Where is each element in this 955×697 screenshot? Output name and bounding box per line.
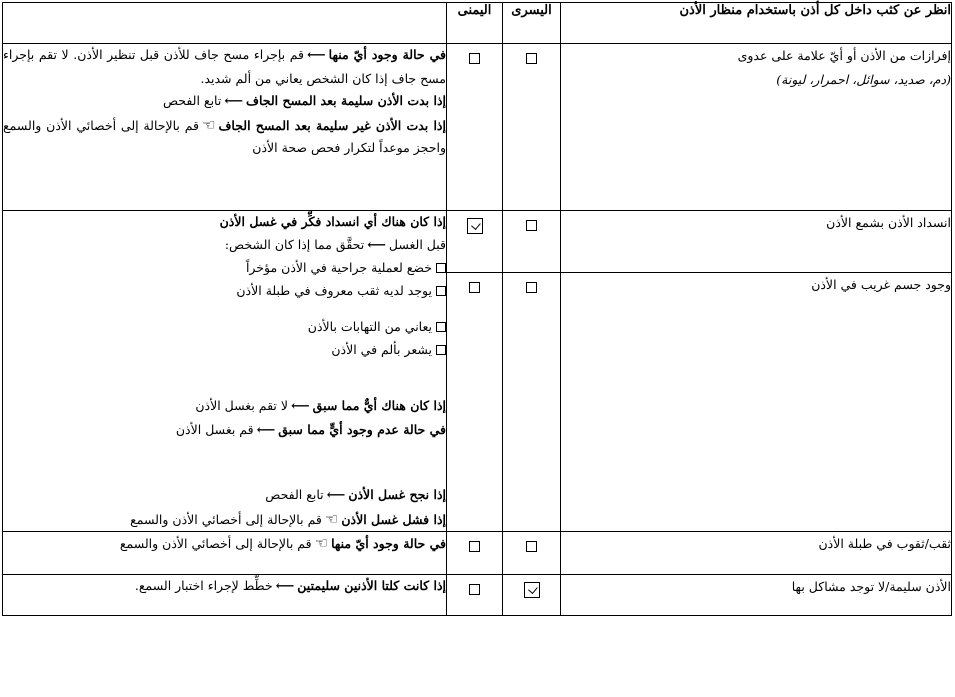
irrigation-action-cell	[3, 211, 447, 532]
action-line	[3, 114, 446, 160]
action-text: تابع الفحص	[265, 487, 324, 502]
condition-text: إفرازات من الأذن أو أيّ علامة على عدوى	[737, 48, 951, 63]
header-row	[3, 3, 952, 44]
action-line	[3, 484, 446, 508]
left-ear-cell	[503, 532, 561, 575]
condition-text: انسداد الأذن بشمع الأذن	[826, 215, 951, 230]
action-bold: في حالة عدم وجود أيٍّ مما سبق	[278, 421, 446, 437]
table-row	[3, 532, 952, 575]
left-ear-cell	[503, 273, 561, 532]
condition-hint: (دم، صديد، سوائل، احمرار، ليونة)	[776, 72, 951, 87]
action-line	[3, 90, 446, 114]
right-ear-cell	[447, 575, 503, 616]
ear-exam-table	[2, 2, 952, 616]
checkbox-icon[interactable]	[436, 345, 446, 355]
left-ear-cell	[503, 44, 561, 211]
action-bold: إذا بدت الأذن غير سليمة بعد المسح الجاف	[218, 117, 446, 133]
action-line	[3, 419, 446, 443]
arrow-left-icon: ⟵	[275, 579, 295, 594]
pointing-hand-icon: ☜	[324, 509, 339, 528]
check-item	[3, 316, 446, 339]
pointing-hand-icon: ☜	[202, 115, 216, 134]
arrow-left-icon: ⟵	[307, 48, 326, 63]
action-cell	[3, 575, 447, 616]
checkbox-icon[interactable]	[436, 286, 446, 296]
condition-cell	[561, 575, 952, 616]
action-bold: إذا كان هناك أي انسداد فكِّر في غسل الأذن	[219, 214, 446, 229]
action-text: تحقَّق مما إذا كان الشخص:	[224, 236, 365, 252]
action-bold: إذا فشل غسل الأذن	[341, 511, 446, 527]
header-actions	[3, 3, 447, 44]
left-ear-cell	[503, 575, 561, 616]
checkbox-icon[interactable]	[469, 584, 480, 595]
checkbox-icon[interactable]	[469, 541, 480, 552]
action-line	[3, 508, 446, 532]
action-text: لا تقم بغسل الأذن	[195, 398, 289, 413]
action-text: قم بالإحالة إلى أخصائي الأذن والسمع واحجز موعداً لتكرار فحص صحة الأذن	[3, 117, 446, 155]
check-item	[3, 280, 446, 303]
action-bold: في حالة وجود أيّ منها	[328, 47, 446, 62]
table-row	[3, 44, 952, 211]
condition-cell	[561, 532, 952, 575]
header-left-ear: اليسرى	[503, 3, 561, 44]
right-ear-cell	[447, 211, 503, 273]
checkbox-icon[interactable]	[436, 263, 446, 273]
action-text: قم بغسل الأذن	[175, 421, 254, 437]
arrow-left-icon: ⟵	[367, 237, 386, 253]
action-text: خطِّط لإجراء اختبار السمع.	[134, 578, 273, 593]
check-item-label: يشعر بألم في الأذن	[331, 341, 432, 357]
action-bold: إذا نجح غسل الأذن	[348, 487, 446, 502]
checkbox-icon[interactable]	[526, 282, 537, 293]
checkbox-icon[interactable]	[469, 53, 480, 64]
irrigation-title	[3, 211, 446, 234]
action-cell	[3, 44, 447, 211]
action-line	[3, 44, 446, 90]
header-right-ear: اليمنى	[447, 3, 503, 44]
action-cell	[3, 532, 447, 575]
table-row	[3, 575, 952, 616]
arrow-left-icon: ⟵	[224, 94, 243, 109]
check-item-label: يوجد لديه ثقب معروف في طبلة الأذن	[236, 282, 432, 298]
action-bold: في حالة وجود أيّ منها	[331, 536, 446, 551]
checkbox-icon[interactable]	[467, 218, 483, 234]
right-ear-cell	[447, 532, 503, 575]
arrow-left-icon: ⟵	[291, 399, 310, 414]
right-ear-cell	[447, 44, 503, 211]
action-text: قبل الغسل	[388, 236, 446, 252]
right-ear-cell	[447, 273, 503, 532]
condition-cell	[561, 273, 952, 532]
arrow-left-icon: ⟵	[326, 488, 346, 503]
checkbox-icon[interactable]	[469, 282, 480, 293]
condition-text: وجود جسم غريب في الأذن	[811, 277, 951, 292]
action-bold: إذا بدت الأذن سليمة بعد المسح الجاف	[245, 93, 446, 108]
action-text: تابع الفحص	[162, 93, 222, 108]
check-item-label: يعاني من التهابات بالأذن	[307, 319, 432, 334]
check-item	[3, 257, 446, 280]
action-line	[3, 395, 446, 419]
checkbox-icon[interactable]	[526, 220, 537, 231]
checkbox-icon[interactable]	[524, 582, 540, 598]
action-text: قم بالإحالة إلى أخصائي الأذن والسمع	[130, 511, 322, 527]
condition-text: الأذن سليمة/لا توجد مشاكل بها	[791, 579, 951, 594]
table-row	[3, 211, 952, 273]
action-line	[3, 234, 446, 258]
checkbox-icon[interactable]	[526, 541, 537, 552]
action-text: قم بالإحالة إلى أخصائي الأذن والسمع	[119, 536, 312, 551]
left-ear-cell	[503, 211, 561, 273]
condition-cell	[561, 44, 952, 211]
check-item-label: خضع لعملية جراحية في الأذن مؤخراً	[245, 260, 432, 275]
check-item	[3, 339, 446, 362]
header-condition: انظر عن كثب داخل كل أذن باستخدام منظار الأذن	[561, 3, 952, 44]
action-bold: إذا كان هناك أيٌّ مما سبق	[312, 398, 446, 413]
condition-text: ثقب/ثقوب في طبلة الأذن	[818, 536, 951, 551]
arrow-left-icon: ⟵	[256, 422, 276, 438]
action-bold: إذا كانت كلتا الأذنين سليمتين	[297, 578, 446, 593]
action-line	[3, 532, 446, 556]
action-line	[3, 575, 446, 599]
action-text: قم بإجراء مسح جاف للأذن قبل تنظير الأذن. لا تقم بإجراء مسح جاف إذا كان الشخص يعاني من ألم شديد.	[3, 47, 446, 86]
condition-cell	[561, 211, 952, 273]
checkbox-icon[interactable]	[436, 322, 446, 332]
checkbox-icon[interactable]	[526, 53, 537, 64]
pointing-hand-icon: ☜	[314, 534, 329, 552]
